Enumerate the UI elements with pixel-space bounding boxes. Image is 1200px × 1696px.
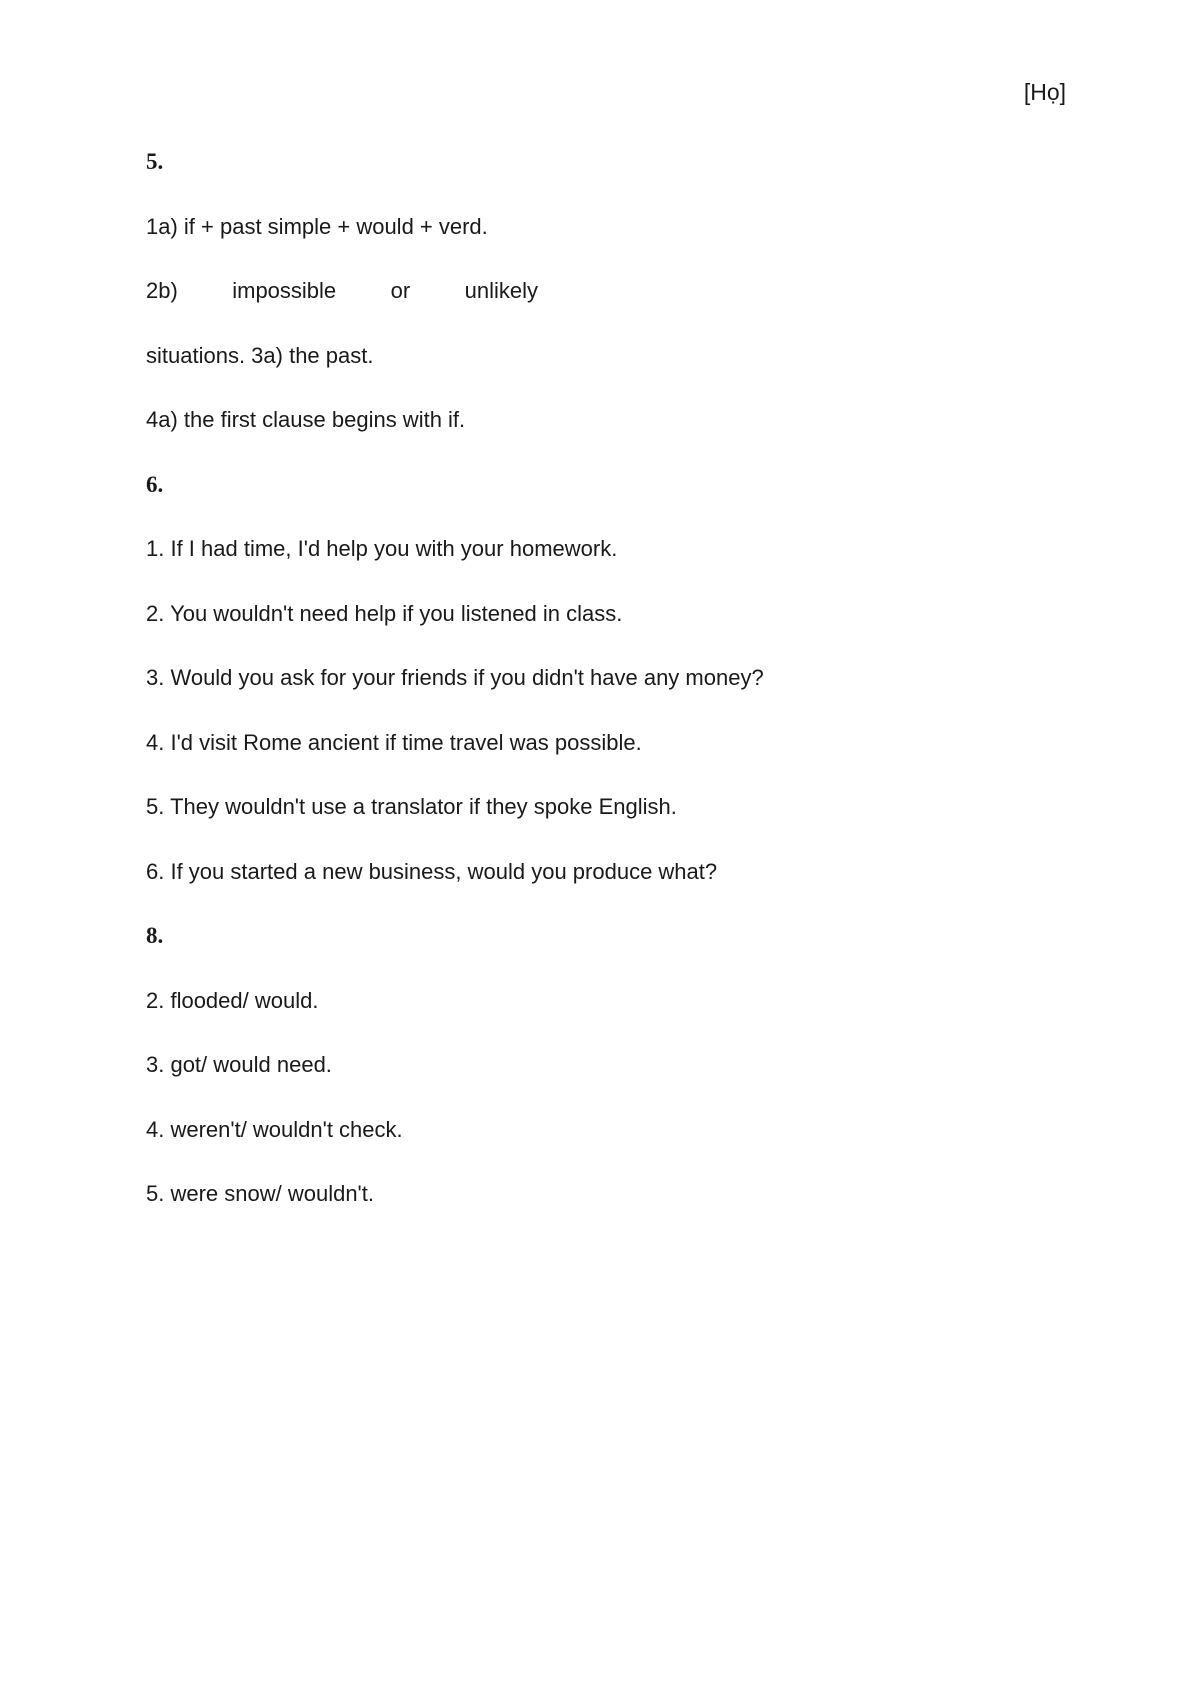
section-5-line-2 [146,277,538,305]
section-5-line-3: situations. 3a) the past. [146,342,374,368]
section-5-line-2-word: or [390,278,411,303]
section-6-item-4: 4. I'd visit Rome ancient if time travel was possible. [146,729,642,755]
header-name-tag: [Họ] [1023,79,1066,105]
section-5-line-2-word: unlikely [464,278,538,303]
section-8-item-5: 5. were snow/ wouldn't. [146,1181,374,1206]
section-5-line-2-word: 2b) [146,278,178,303]
section-8-item-4: 4. weren't/ wouldn't check. [146,1116,403,1142]
document-body [146,148,1066,1245]
section-6-item-6: 6. If you started a new business, would you produce what? [146,858,718,884]
section-8-item-2: 2. flooded/ would. [146,987,319,1013]
section-5-line-1: 1a) if + past simple + would + verd. [146,213,488,239]
section-5-line-4: 4a) the first clause begins with if. [146,407,466,432]
section-5-line-2-word: impossible [232,278,337,303]
section-6-item-5: 5. They wouldn't use a translator if they spoke English. [146,794,677,819]
section-6-item-3: 3. Would you ask for your friends if you didn't have any money? [146,665,764,690]
section-6-heading: 6. [146,471,164,497]
section-6-item-2: 2. You wouldn't need help if you listened in class. [146,600,623,626]
section-8-item-3: 3. got/ would need. [146,1052,332,1077]
section-8-heading: 8. [146,923,164,948]
section-5-heading: 5. [146,149,164,174]
section-6-item-1: 1. If I had time, I'd help you with your homework. [146,536,618,561]
